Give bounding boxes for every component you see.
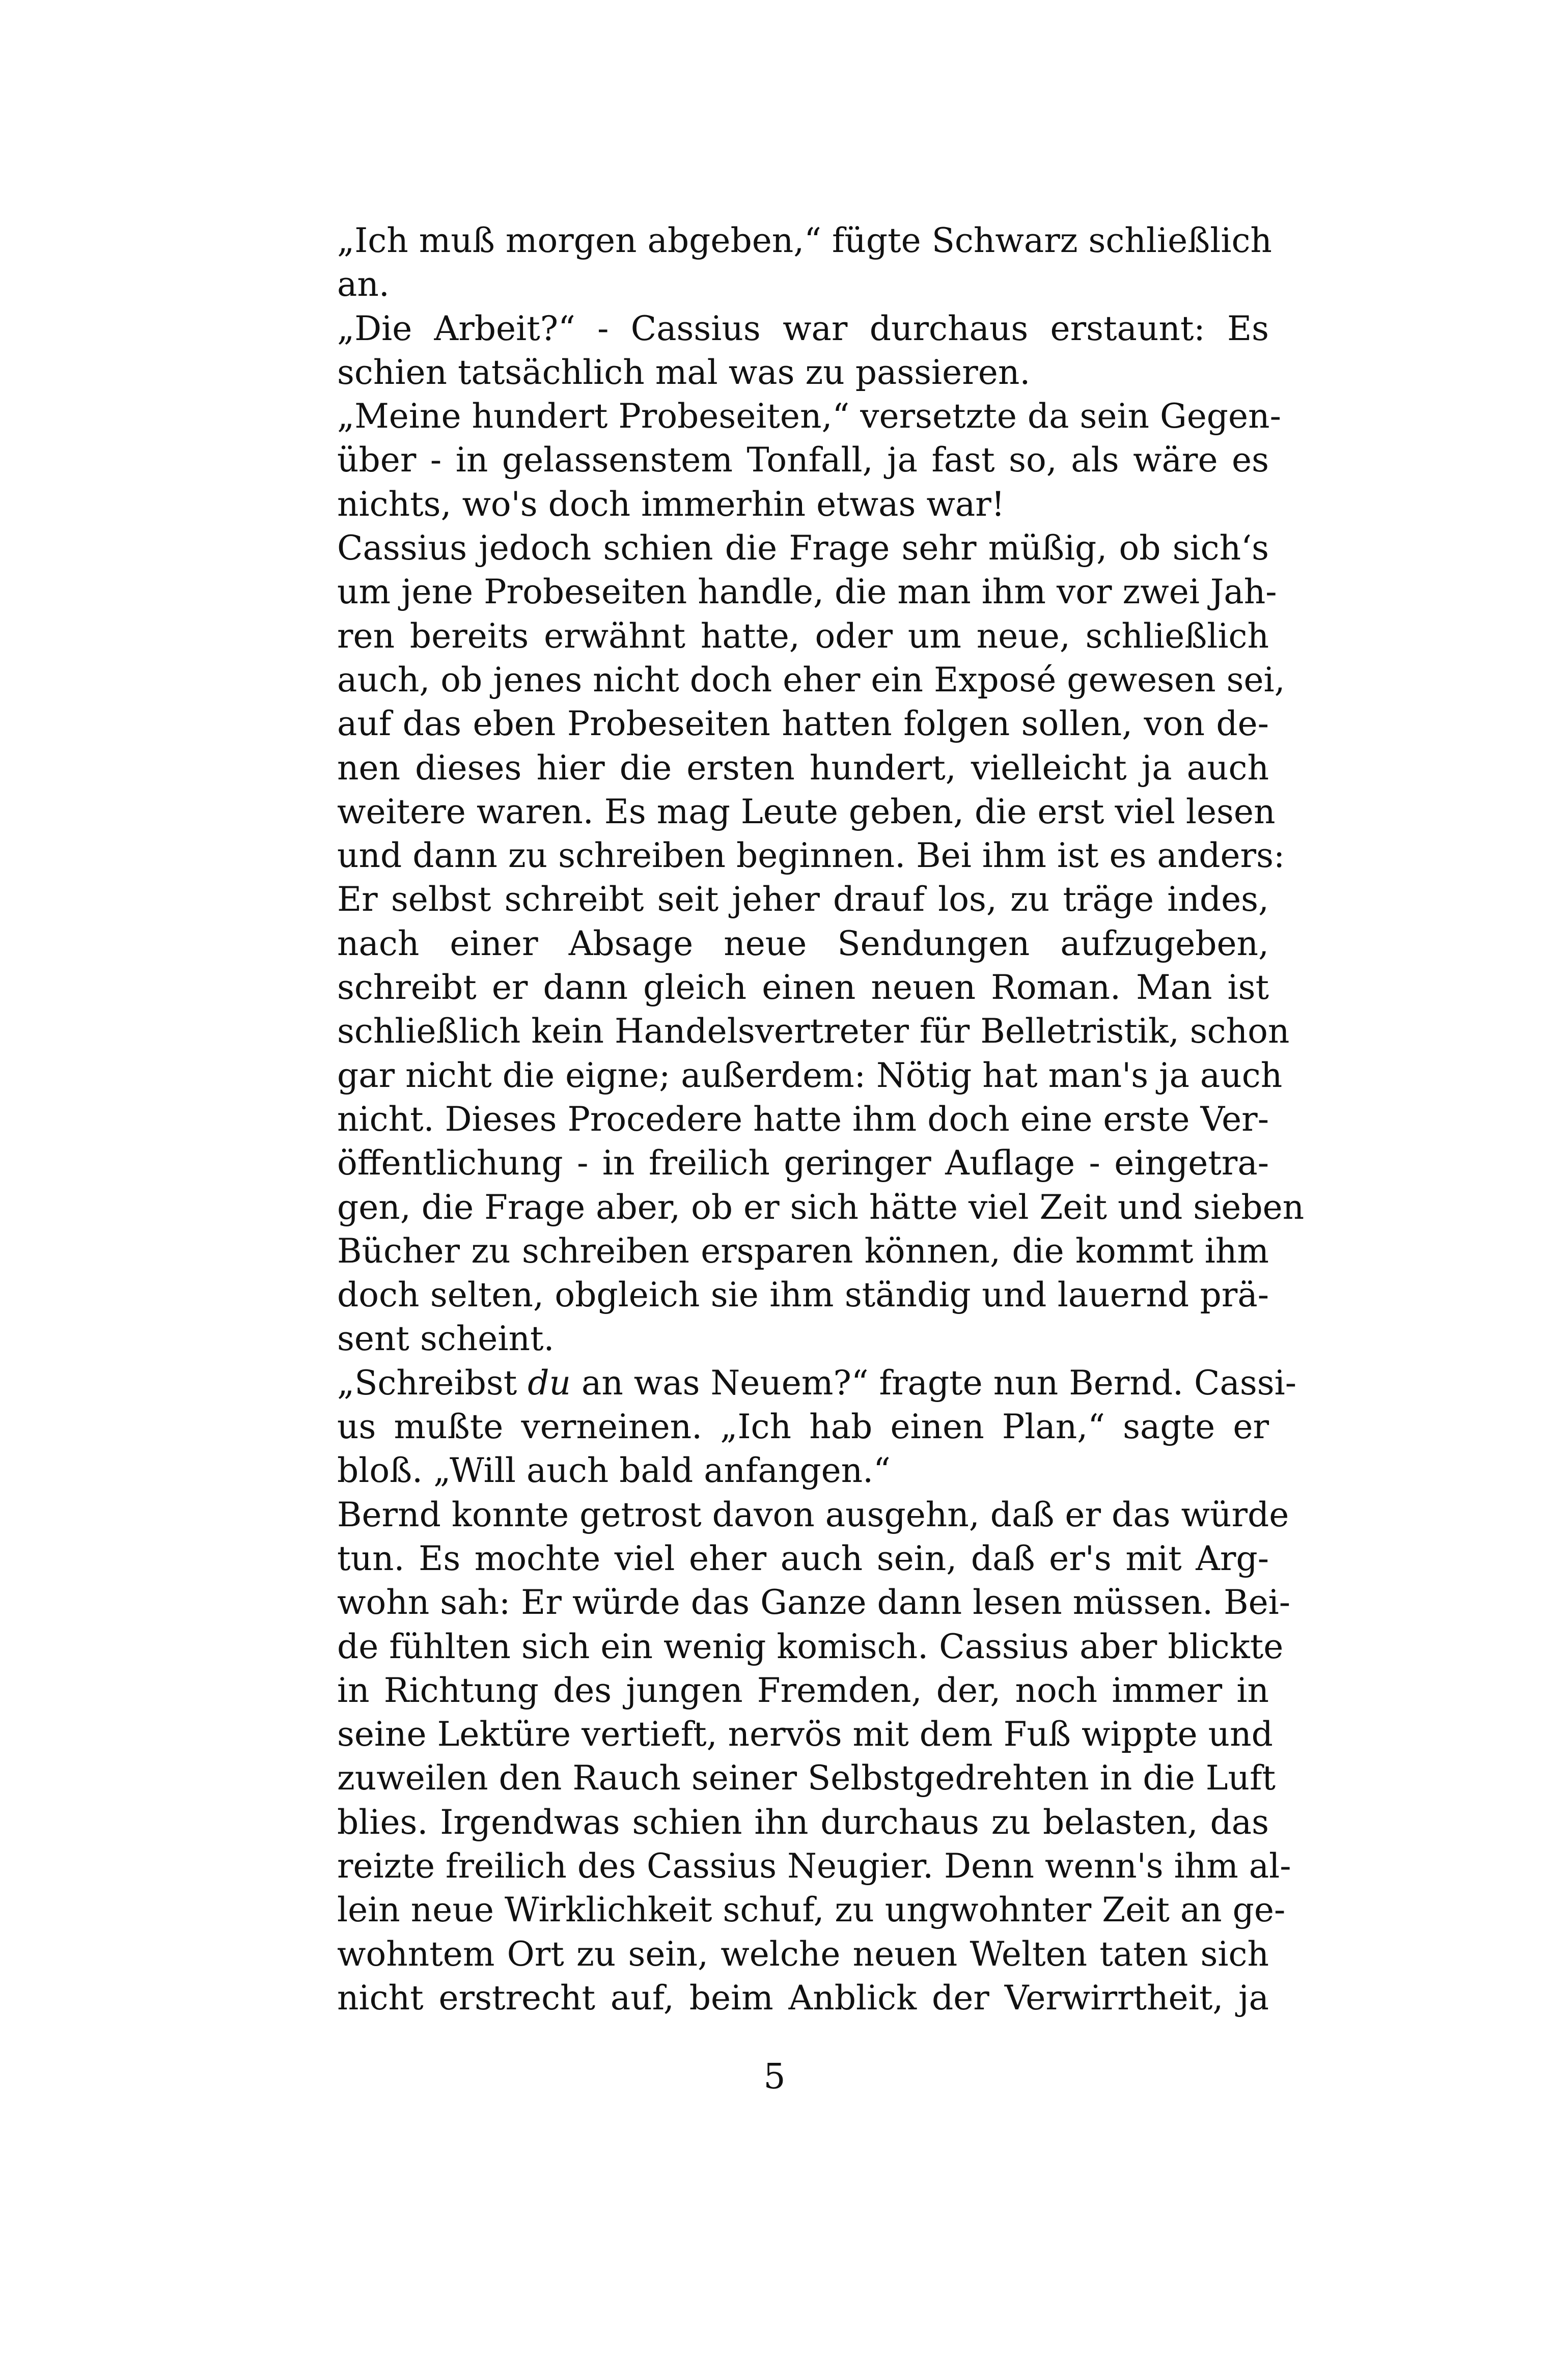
- text-segment: „Schreibst: [337, 1363, 528, 1403]
- text-line: und dann zu schreiben beginnen. Bei ihm ist es anders:: [337, 836, 1285, 876]
- text-line: bloß. „Will auch bald anfangen.“: [337, 1451, 891, 1491]
- page-number: 5: [763, 2057, 786, 2097]
- text-line: schien tatsächlich mal was zu passieren.: [337, 352, 1031, 392]
- text-line: us mußte verneinen. „Ich hab einen Plan,“ sagte er: [337, 1407, 1269, 1447]
- text-line: seine Lektüre vertieft, nervös mit dem Fuß wippte und: [337, 1715, 1273, 1754]
- text-line: Er selbst schreibt seit jeher drauf los, zu träge indes,: [337, 880, 1269, 919]
- text-line: nicht. Dieses Procedere hatte ihm doch eine erste Ver-: [337, 1099, 1269, 1139]
- text-line: „Meine hundert Probeseiten,“ versetzte da sein Gegen-: [337, 397, 1281, 436]
- text-line: nach einer Absage neue Sendungen aufzugeben,: [337, 923, 1269, 963]
- emphasis-text: du: [528, 1363, 571, 1403]
- text-line: Cassius jedoch schien die Frage sehr müßig, ob sich‘s: [337, 528, 1269, 568]
- text-line: de fühlten sich ein wenig komisch. Cassius aber blickte: [337, 1627, 1284, 1666]
- text-line: ren bereits erwähnt hatte, oder um neue, schließlich: [337, 616, 1269, 656]
- text-line: sent scheint.: [337, 1319, 555, 1359]
- text-line: zuweilen den Rauch seiner Selbstgedrehten in die Luft: [337, 1758, 1276, 1798]
- text-line: „Die Arbeit?“ - Cassius war durchaus erstaunt: Es: [337, 309, 1269, 348]
- text-line: wohn sah: Er würde das Ganze dann lesen müssen. Bei-: [337, 1583, 1291, 1622]
- text-line: nichts, wo's doch immerhin etwas war!: [337, 484, 1005, 524]
- text-line: schreibt er dann gleich einen neuen Roman. Man ist: [337, 968, 1269, 1007]
- text-line: nen dieses hier die ersten hundert, vielleicht ja auch: [337, 748, 1269, 788]
- text-line: Bücher zu schreiben ersparen können, die kommt ihm: [337, 1231, 1269, 1271]
- text-line: [337, 1361, 1297, 1405]
- text-line: öffentlichung - in freilich geringer Auflage - eingetra-: [337, 1143, 1269, 1183]
- body-text: [337, 219, 1305, 2020]
- text-line: Bernd konnte getrost davon ausgehn, daß er das würde: [337, 1495, 1289, 1534]
- text-line: über - in gelassenstem Tonfall, ja fast so, als wäre es: [337, 440, 1269, 480]
- text-line: um jene Probeseiten handle, die man ihm vor zwei Jah-: [337, 572, 1277, 612]
- text-line: auch, ob jenes nicht doch eher ein Exposé gewesen sei,: [337, 660, 1285, 699]
- text-line: gen, die Frage aber, ob er sich hätte viel Zeit und sieben: [337, 1187, 1305, 1227]
- text-line: wohntem Ort zu sein, welche neuen Welten taten sich: [337, 1934, 1269, 1974]
- text-line: schließlich kein Handelsvertreter für Belletristik, schon: [337, 1012, 1290, 1051]
- text-line: auf das eben Probeseiten hatten folgen sollen, von de-: [337, 704, 1269, 744]
- text-line: nicht erstrecht auf, beim Anblick der Verwirrtheit, ja: [337, 1978, 1269, 2018]
- text-line: lein neue Wirklichkeit schuf, zu ungwohnter Zeit an ge-: [337, 1890, 1286, 1930]
- text-line: weitere waren. Es mag Leute geben, die erst viel lesen: [337, 792, 1276, 831]
- text-line: tun. Es mochte viel eher auch sein, daß er's mit Arg-: [337, 1538, 1269, 1578]
- text-line: reizte freilich des Cassius Neugier. Denn wenn's ihm al-: [337, 1846, 1291, 1886]
- text-line: an.: [337, 265, 390, 304]
- text-line: blies. Irgendwas schien ihn durchaus zu belasten, das: [337, 1802, 1269, 1842]
- text-line: doch selten, obgleich sie ihm ständig und lauernd prä-: [337, 1275, 1269, 1315]
- text-segment: an was Neuem?“ fragte nun Bernd. Cassi-: [570, 1363, 1297, 1403]
- text-line: „Ich muß morgen abgeben,“ fügte Schwarz schließlich: [337, 221, 1272, 260]
- text-line: in Richtung des jungen Fremden, der, noch immer in: [337, 1670, 1269, 1710]
- text-line: gar nicht die eigne; außerdem: Nötig hat man's ja auch: [337, 1055, 1283, 1095]
